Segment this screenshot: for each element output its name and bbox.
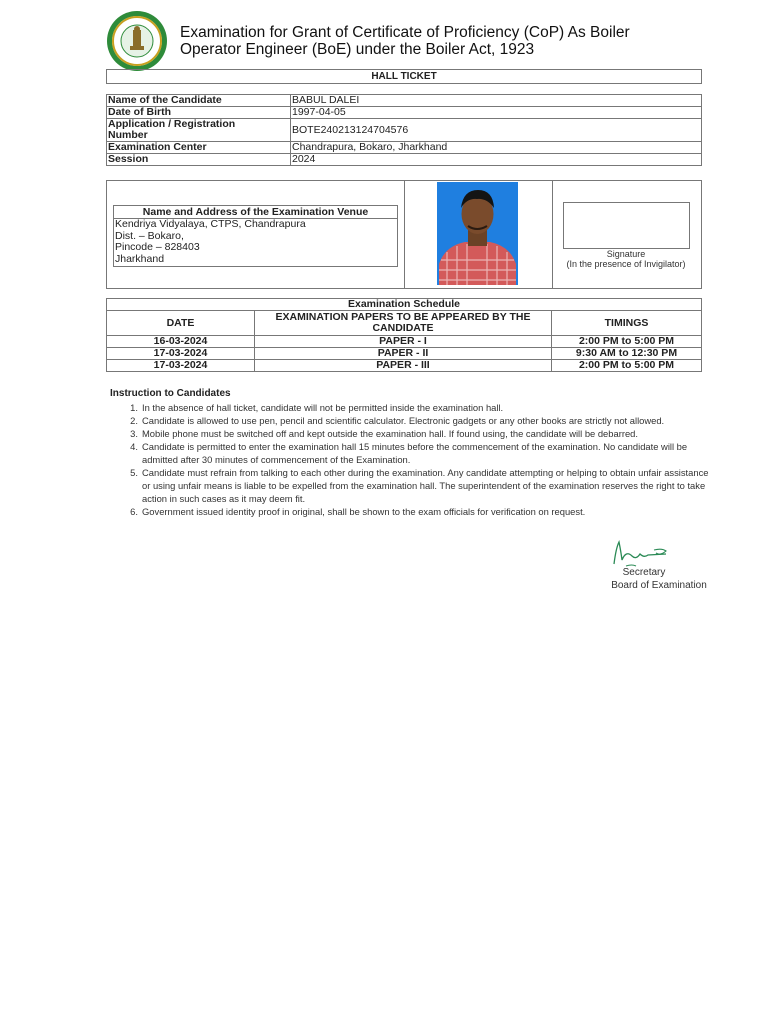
item-text: Government issued identity proof in original, shall be shown to the exam officials for verification on request. — [142, 506, 586, 517]
signatory-office: Board of Examination — [611, 580, 707, 591]
item-text: Candidate is allowed to use pen, pencil and scientific calculator. Electronic gadgets or any other books are strictly not allowed. — [142, 415, 665, 426]
exam-paper: PAPER - III — [255, 360, 552, 372]
session-value: 2024 — [291, 154, 702, 166]
instructions-list — [110, 401, 710, 518]
item-text: Candidate must refrain from talking to each other during the examination. Any candidate attempting or helping to obtain unfair assistance or using unfair means is liable to be expelled from the examination hall. The superintendent of the examination reserves the right to take action in such cases as it may deem fit. — [142, 467, 709, 504]
item-text: Mobile phone must be switched off and kept outside the examination hall. If found using, the candidate will be debarred. — [142, 428, 638, 439]
table-row — [107, 348, 702, 360]
exam-timing: 2:00 PM to 5:00 PM — [552, 360, 702, 372]
session-label: Session — [107, 154, 291, 166]
item-number: 6. — [130, 506, 138, 517]
dob-label: Date of Birth — [107, 107, 291, 119]
hall-ticket-heading: HALL TICKET — [106, 69, 702, 84]
name-label: Name of the Candidate — [107, 95, 291, 107]
exam-date: 17-03-2024 — [107, 348, 255, 360]
divider — [552, 180, 553, 288]
signature-label-line-1: Signature — [606, 249, 646, 259]
state-emblem-icon — [106, 10, 168, 72]
venue-line: Jharkhand — [115, 252, 165, 265]
list-item — [110, 466, 710, 505]
exam-paper: PAPER - II — [255, 348, 552, 360]
exam-timing: 2:00 PM to 5:00 PM — [552, 336, 702, 348]
title-line-1: Examination for Grant of Certificate of Proficiency (CoP) As Boiler — [180, 24, 630, 41]
item-number: 4. — [130, 441, 138, 452]
exam-paper: PAPER - I — [255, 336, 552, 348]
table-row — [107, 107, 702, 119]
list-item — [110, 505, 710, 518]
application-label — [107, 119, 291, 142]
list-item — [110, 427, 710, 440]
center-label: Examination Center — [107, 142, 291, 154]
item-number: 5. — [130, 467, 138, 478]
table-row — [107, 154, 702, 166]
venue-address-box — [113, 205, 398, 267]
venue-line: Kendriya Vidyalaya, CTPS, Chandrapura — [115, 218, 306, 230]
column-header: DATE — [107, 311, 255, 336]
exam-timing: 9:30 AM to 12:30 PM — [552, 348, 702, 360]
table-row — [107, 95, 702, 107]
center-value: Chandrapura, Bokaro, Jharkhand — [291, 142, 702, 154]
signature-label-line-2: (In the presence of Invigilator) — [566, 259, 686, 269]
application-label-line-1: Application / Registration — [108, 118, 236, 130]
item-number: 2. — [130, 415, 138, 426]
candidate-photo — [437, 182, 518, 285]
table-row — [107, 336, 702, 348]
list-item — [110, 414, 710, 427]
item-text: In the absence of hall ticket, candidate will not be permitted inside the examination hall. — [142, 402, 504, 413]
application-value: BOTE240213124704576 — [291, 119, 702, 142]
table-header-row — [107, 311, 702, 336]
dob-value: 1997-04-05 — [291, 107, 702, 119]
exam-date: 17-03-2024 — [107, 360, 255, 372]
divider — [404, 180, 405, 288]
exam-date: 16-03-2024 — [107, 336, 255, 348]
title-line-2: Operator Engineer (BoE) under the Boiler Act, 1923 — [180, 41, 535, 58]
table-row — [107, 119, 702, 142]
item-text: Candidate is permitted to enter the examination hall 15 minutes before the commencement of the examination. No candidate will be admitted after 30 minutes of commencement of the Examination. — [142, 441, 688, 465]
venue-heading: Name and Address of the Examination Venue — [114, 206, 397, 219]
candidate-info-table — [106, 94, 702, 166]
item-number: 1. — [130, 402, 138, 413]
signatory-block — [560, 566, 730, 592]
signatory-title: Secretary — [622, 567, 666, 578]
column-header: TIMINGS — [552, 311, 702, 336]
instructions-title: Instruction to Candidates — [110, 388, 231, 399]
table-row — [107, 299, 702, 311]
name-value: BABUL DALEI — [291, 95, 702, 107]
page-title — [180, 24, 720, 58]
signature-label — [556, 249, 696, 269]
venue-line: Dist. – Bokaro, — [115, 229, 184, 242]
venue-line: Pincode – 828403 — [115, 241, 200, 253]
list-item — [110, 401, 710, 414]
table-row — [107, 142, 702, 154]
item-number: 3. — [130, 428, 138, 439]
application-label-line-2: Number — [108, 129, 148, 141]
signature-box — [563, 202, 690, 249]
schedule-caption: Examination Schedule — [107, 299, 702, 311]
list-item — [110, 440, 710, 466]
exam-schedule-table — [106, 298, 702, 372]
table-row — [107, 360, 702, 372]
column-header: EXAMINATION PAPERS TO BE APPEARED BY THE CANDIDATE — [255, 311, 552, 336]
